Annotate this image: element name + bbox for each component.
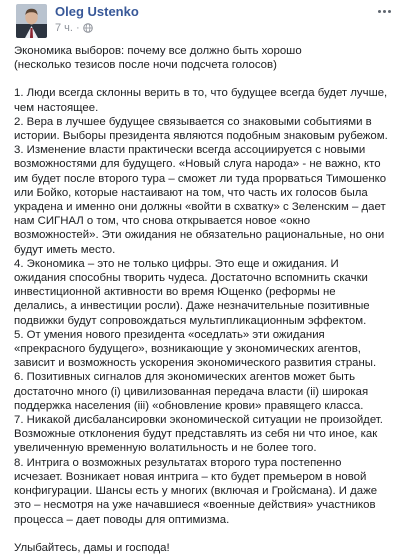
thesis-paragraph: 2. Вера в лучшее будущее связывается со знаковыми событиями в истории. Выборы президента являются подобным знаковым рубежом. (14, 115, 388, 143)
thesis-paragraph: 8. Интрига о возможных результатах второго тура постепенно исчезает. Возникает новая интрига – кто будет премьером в новой конфигурации. Шансы есть у многих (включая и Гройсмана). И даже это – несмотря на уже начавшиеся «военные действия» участников процесса – дает поводы для оптимизма. (14, 456, 378, 526)
post-title-line: (несколько тезисов после ночи подсчета голосов) (14, 59, 277, 72)
thesis-paragraph: 7. Никакой дисбалансировки экономической ситуации не произойдет. Возможные отклонения будут представлять из себя ни что иное, как увеличенную временную волатильность и не более того. (14, 414, 383, 455)
thesis-paragraph: 6. Позитивных сигналов для экономических агентов может быть достаточно много (i) цивилизованная передача власти (ii) широкая поддержка населения (iii) «обновление крови» правящего класса. (14, 371, 369, 412)
globe-icon[interactable] (83, 23, 93, 33)
post-timestamp[interactable]: 7 ч. (55, 22, 73, 34)
author-name[interactable]: Oleg Ustenko (55, 4, 139, 19)
thesis-paragraph: 5. От умения нового президента «оседлать» эти ожидания «прекрасного будущего», возникающие у экономических агентов, зависит и возможность ускорения экономического развития страны. (14, 328, 377, 370)
post-header (12, 0, 396, 44)
thesis-paragraph: 3. Изменение власти практически всегда ассоциируется с новыми возможностями для будущего. «Новый слуга народа» - не важно, кто им будет после второго тура – сможет ли туда прорваться Тимошенко или Бойко, которые настаивают на том, что часть их голосов была украдена и именно они должны «войти в схватку» с Зеленским – дает нам СИГНАЛ о том, что снова открывается новое «окно возможностей». Эти ожидания не обязательно рациональные, но они будут иметь место. (14, 144, 387, 256)
post-meta (55, 22, 93, 34)
post-body (12, 44, 396, 554)
meta-separator: · (75, 22, 80, 34)
thesis-paragraph: 1. Люди всегда склонны верить в то, что будущее всегда будет лучше, чем настоящее. (14, 87, 388, 114)
closing-line: Улыбайтесь, дамы и господа! (14, 541, 170, 554)
post-title-line: Экономика выборов: почему все должно быть хорошо (14, 45, 302, 57)
thesis-paragraph: 4. Экономика – это не только цифры. Это еще и ожидания. И ожидания способны творить чудеса. Достаточно вспомнить скачки инвестиционной активности во время Ющенко (реформы не делались, а инвестиции росли). Даже незначительные позитивные подвижки будут сопровождаться мультипликационным эффектом. (14, 257, 370, 327)
author-photo (16, 4, 47, 38)
more-options-icon[interactable] (374, 4, 394, 18)
author-avatar[interactable] (16, 4, 47, 38)
